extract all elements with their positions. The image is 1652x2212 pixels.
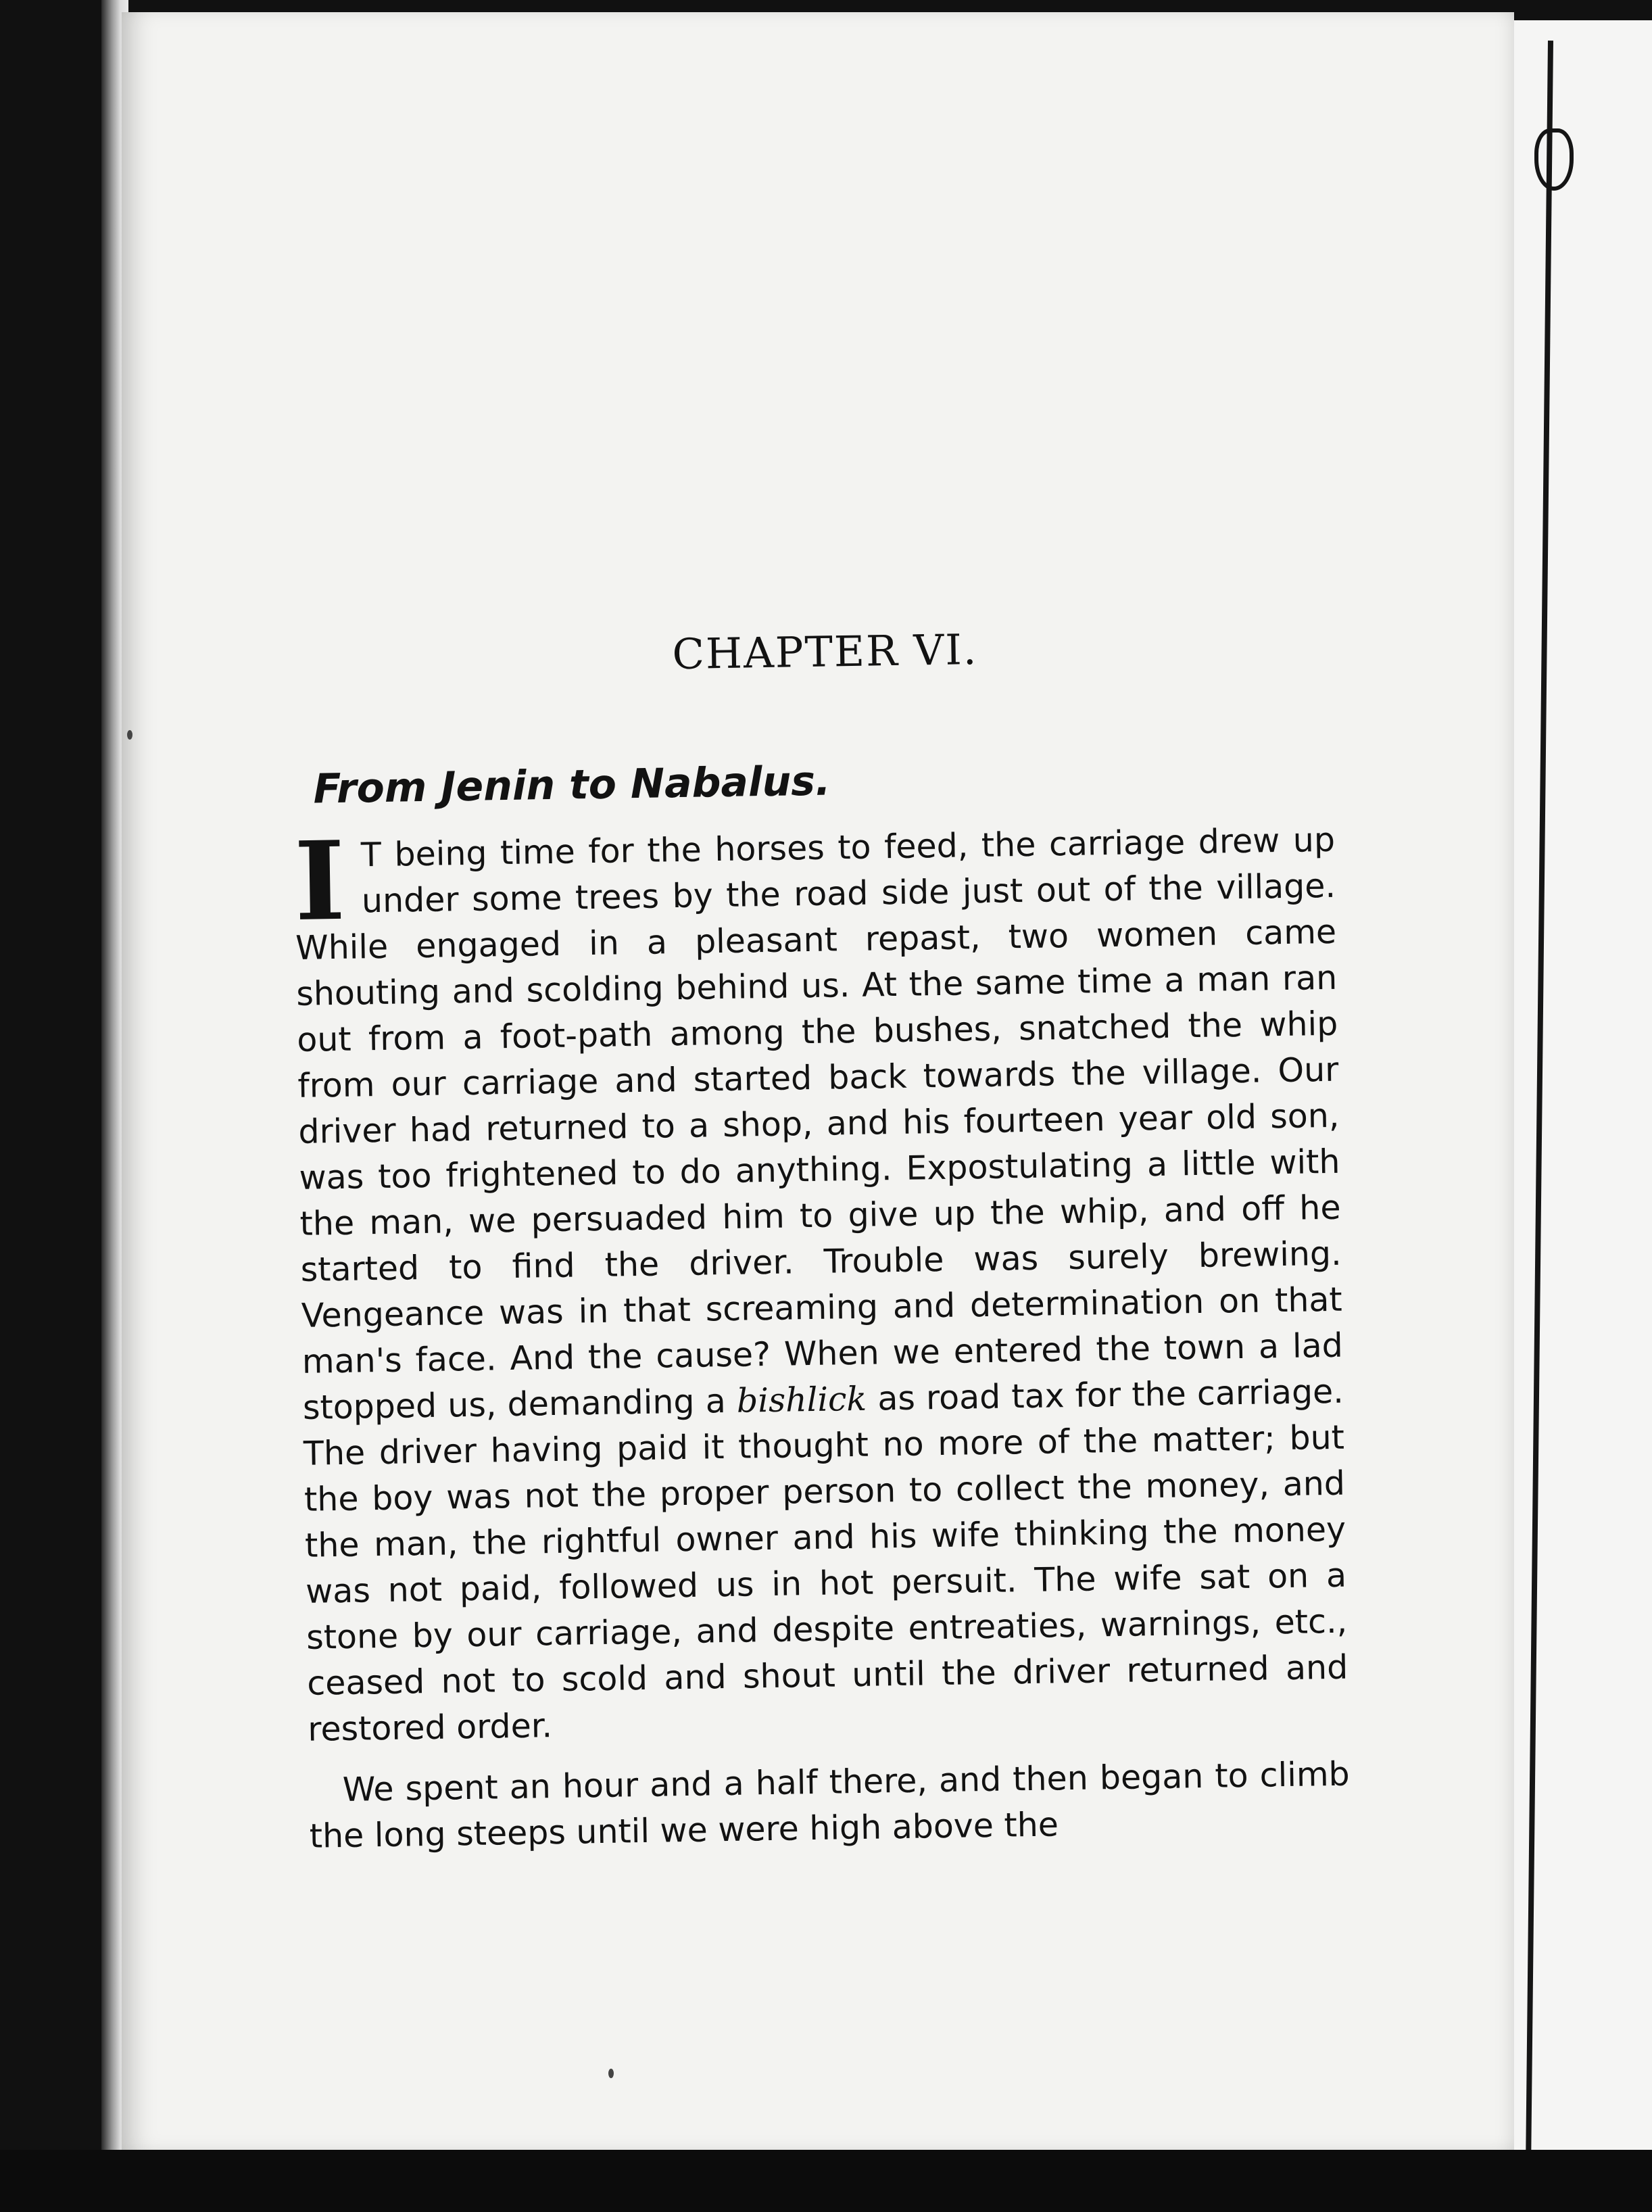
chapter-title: CHAPTER VI. — [671, 625, 979, 679]
scan-speck — [608, 2069, 614, 2078]
paragraph-1-text-end: as road tax for the carriage. The driver having paid it thought no more of the matter; but the boy was not the proper person to collect the money, and the man, the rightful owner and his wife thinking the money was not paid, followed us in hot persuit. The wife sat on a stone by our carriage, and despite entreaties, warnings, etc., ceased not to scold and shout until the driver returned and restored order. — [303, 1372, 1349, 1749]
bottom-dark-band — [0, 2150, 1652, 2212]
scan-speck — [127, 730, 132, 740]
paragraph-1 — [294, 817, 1349, 1753]
italic-word: bishlick — [736, 1379, 867, 1420]
paragraph-1-text: T being time for the horses to feed, the carriage drew up under some trees by the road side just out of the village. While engaged in a pleasant repast, two women came shouting and scolding behind us. At the same time a man ran out from a foot-path among the bushes, snatched the whip from our carriage and started back towards the village. Our driver had returned to a shop, and his fourteen year old son, was too frightened to do anything. Expostulating a little with the man, we persuaded him to give up the whip, and off he started to find the driver. Trouble was surely brewing. Vengeance was in that screaming and determination on that man's face. And the cause? When we entered the town a lad stopped us, demanding a — [295, 820, 1344, 1427]
drop-cap: I — [293, 817, 347, 945]
paragraph-2: We spent an hour and a half there, and then began to climb the long steeps until we were high above the — [309, 1754, 1351, 1856]
adjacent-page-strip — [1514, 20, 1652, 2184]
page-edge-mark — [1534, 128, 1574, 191]
section-title: From Jenin to Nabalus. — [313, 757, 831, 813]
page-text — [291, 619, 1351, 1860]
